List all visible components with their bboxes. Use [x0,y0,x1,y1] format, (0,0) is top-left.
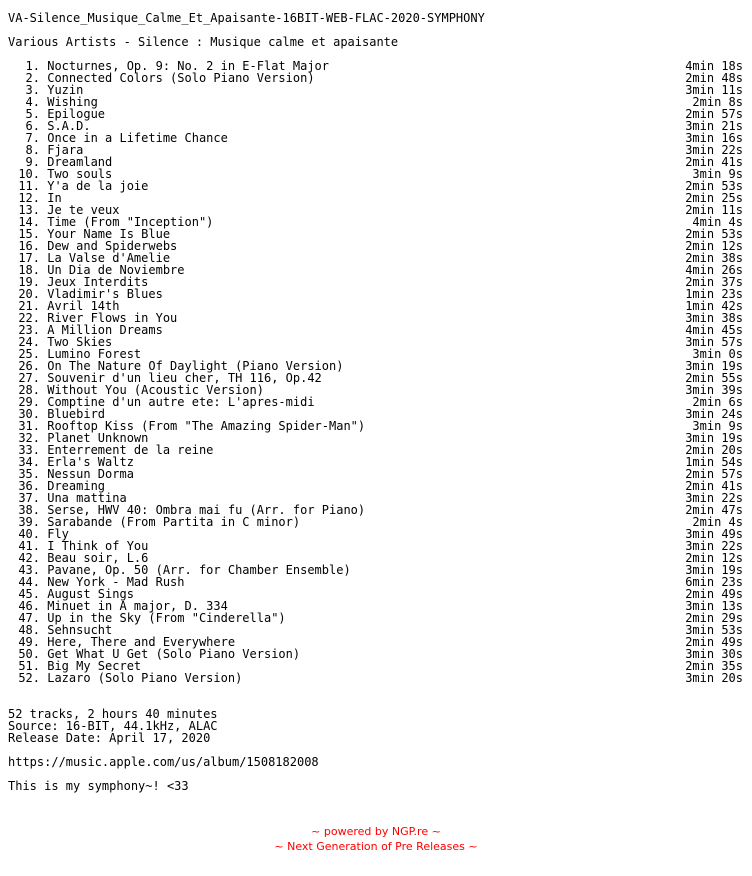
track-title: Epilogue [47,107,106,121]
track-duration: 3min 22s [685,539,743,553]
track-duration: 3min 9s [692,419,743,433]
track-title: Your Name Is Blue [47,227,171,241]
track-duration: 3min 0s [692,347,743,361]
track-title: Comptine d'un autre ete: L'apres-midi [47,395,315,409]
track-number: 6. [25,119,40,133]
track-duration: 3min 11s [685,83,743,97]
track-number: 26. [18,359,40,373]
track-title: Fjara [47,143,84,157]
track-title: Vladimir's Blues [47,287,163,301]
track-duration: 2min 29s [685,611,743,625]
track-title: Minuet in A major, D. 334 [47,599,228,613]
track-title: Yuzin [47,83,84,97]
summary-total: 52 tracks, 2 hours 40 minutes [8,707,218,721]
track-number: 48. [18,623,40,637]
track-number: 11. [18,179,40,193]
track-duration: 2min 57s [685,107,743,121]
track-number: 46. [18,599,40,613]
track-duration: 2min 49s [685,587,743,601]
track-title: Serse, HWV 40: Ombra mai fu (Arr. for Piano) [47,503,366,517]
track-title: Two souls [47,167,113,181]
track-title: Sarabande (From Partita in C minor) [47,515,301,529]
track-duration: 2min 8s [692,95,743,109]
track-number: 31. [18,419,40,433]
track-row [8,156,748,168]
track-duration: 2min 48s [685,71,743,85]
track-number: 40. [18,527,40,541]
track-title: Una mattina [47,491,127,505]
track-title: Y'a de la joie [47,179,149,193]
track-duration: 3min 21s [685,119,743,133]
track-row [8,132,748,144]
summary-source: Source: 16-BIT, 44.1kHz, ALAC [8,719,218,733]
footer-tagline: ~ Next Generation of Pre Releases ~ [274,840,478,853]
track-title: Avril 14th [47,299,120,313]
track-number: 30. [18,407,40,421]
track-title: Two Skies [47,335,113,349]
track-number: 52. [18,671,40,685]
footer [0,824,752,854]
track-duration: 3min 20s [685,671,743,685]
track-row [8,72,748,84]
track-title: La Valse d'Amelie [47,251,171,265]
track-duration: 2min 12s [685,551,743,565]
track-number: 32. [18,431,40,445]
track-title: August Sings [47,587,134,601]
track-number: 8. [25,143,40,157]
track-title: Beau soir, L.6 [47,551,149,565]
track-number: 39. [18,515,40,529]
track-title: Big My Secret [47,659,142,673]
track-duration: 3min 19s [685,431,743,445]
track-duration: 3min 19s [685,563,743,577]
track-title: Jeux Interdits [47,275,149,289]
track-duration: 3min 13s [685,599,743,613]
summary-release-date: Release Date: April 17, 2020 [8,731,211,745]
note-line: This is my symphony~! <33 [8,779,189,793]
track-row [8,468,748,480]
track-duration: 1min 42s [685,299,743,313]
track-duration: 2min 41s [685,155,743,169]
track-title: Dreamland [47,155,113,169]
track-number: 36. [18,479,40,493]
track-number: 20. [18,287,40,301]
tracklist [8,60,748,684]
track-duration: 3min 30s [685,647,743,661]
track-number: 34. [18,455,40,469]
track-number: 44. [18,575,40,589]
track-title: Nocturnes, Op. 9: No. 2 in E-Flat Major [47,59,329,73]
track-duration: 2min 53s [685,179,743,193]
track-number: 29. [18,395,40,409]
track-duration: 3min 9s [692,167,743,181]
track-row [8,144,748,156]
track-title: Bluebird [47,407,106,421]
track-row [8,108,748,120]
track-duration: 2min 4s [692,515,743,529]
track-number: 43. [18,563,40,577]
track-number: 3. [25,83,40,97]
track-title: Rooftop Kiss (From "The Amazing Spider-Man") [47,419,366,433]
track-number: 15. [18,227,40,241]
track-title: Time (From "Inception") [47,215,214,229]
track-title: A Million Dreams [47,323,163,337]
track-title: Un Dia de Noviembre [47,263,185,277]
track-number: 16. [18,239,40,253]
track-title: Without You (Acoustic Version) [47,383,264,397]
track-row [8,672,748,684]
track-number: 1. [25,59,40,73]
track-number: 45. [18,587,40,601]
track-title: Get What U Get (Solo Piano Version) [47,647,301,661]
track-duration: 3min 53s [685,623,743,637]
track-number: 13. [18,203,40,217]
track-duration: 2min 20s [685,443,743,457]
track-row [8,396,748,408]
track-number: 22. [18,311,40,325]
track-row [8,192,748,204]
track-duration: 2min 6s [692,395,743,409]
track-title: S.A.D. [47,119,91,133]
track-title: Sehnsucht [47,623,113,637]
track-duration: 2min 47s [685,503,743,517]
track-duration: 3min 38s [685,311,743,325]
track-duration: 2min 57s [685,467,743,481]
track-duration: 6min 23s [685,575,743,589]
track-title: River Flows in You [47,311,178,325]
track-row [8,516,748,528]
track-title: On The Nature Of Daylight (Piano Version) [47,359,344,373]
track-duration: 2min 11s [685,203,743,217]
track-number: 7. [25,131,40,145]
track-title: Lazaro (Solo Piano Version) [47,671,243,685]
track-title: Up in the Sky (From "Cinderella") [47,611,286,625]
track-number: 21. [18,299,40,313]
track-duration: 3min 22s [685,491,743,505]
footer-powered: ~ powered by NGP.re ~ [311,825,441,838]
track-row [8,288,748,300]
track-number: 35. [18,467,40,481]
track-number: 49. [18,635,40,649]
track-title: Souvenir d'un lieu cher, TH 116, Op.42 [47,371,322,385]
track-duration: 4min 26s [685,263,743,277]
track-title: In [47,191,62,205]
track-title: Enterrement de la reine [47,443,214,457]
track-duration: 2min 41s [685,479,743,493]
track-duration: 1min 23s [685,287,743,301]
track-duration: 3min 22s [685,143,743,157]
track-title: Erla's Waltz [47,455,134,469]
track-title: I Think of You [47,539,149,553]
nfo-document [8,12,748,792]
track-title: Connected Colors (Solo Piano Version) [47,71,315,85]
track-duration: 3min 16s [685,131,743,145]
track-title: Dew and Spiderwebs [47,239,178,253]
track-title: Wishing [47,95,98,109]
track-title: Here, There and Everywhere [47,635,236,649]
track-title: Je te veux [47,203,120,217]
track-title: New York - Mad Rush [47,575,185,589]
track-title: Planet Unknown [47,431,149,445]
track-number: 23. [18,323,40,337]
track-duration: 3min 19s [685,359,743,373]
track-number: 28. [18,383,40,397]
track-duration: 2min 25s [685,191,743,205]
track-number: 27. [18,371,40,385]
track-number: 51. [18,659,40,673]
track-duration: 2min 38s [685,251,743,265]
track-duration: 3min 24s [685,407,743,421]
track-number: 33. [18,443,40,457]
track-duration: 2min 37s [685,275,743,289]
track-number: 17. [18,251,40,265]
track-number: 38. [18,503,40,517]
track-title: Lumino Forest [47,347,142,361]
track-duration: 1min 54s [685,455,743,469]
track-duration: 2min 53s [685,227,743,241]
track-row [8,612,748,624]
track-title: Once in a Lifetime Chance [47,131,228,145]
track-number: 18. [18,263,40,277]
track-number: 42. [18,551,40,565]
track-duration: 3min 57s [685,335,743,349]
track-duration: 4min 18s [685,59,743,73]
track-number: 37. [18,491,40,505]
release-name: VA-Silence_Musique_Calme_Et_Apaisante-16BIT-WEB-FLAC-2020-SYMPHONY [8,11,485,25]
track-row [8,96,748,108]
track-duration: 4min 45s [685,323,743,337]
track-number: 14. [18,215,40,229]
track-number: 12. [18,191,40,205]
track-number: 5. [25,107,40,121]
track-title: Pavane, Op. 50 (Arr. for Chamber Ensemble) [47,563,351,577]
track-duration: 3min 49s [685,527,743,541]
track-number: 10. [18,167,40,181]
album-line: Various Artists - Silence : Musique calme et apaisante [8,35,399,49]
album-link: https://music.apple.com/us/album/1508182008 [8,755,319,769]
track-number: 4. [25,95,40,109]
track-duration: 3min 39s [685,383,743,397]
track-row [8,324,748,336]
track-row [8,180,748,192]
track-number: 47. [18,611,40,625]
track-title: Fly [47,527,69,541]
track-number: 50. [18,647,40,661]
track-duration: 2min 12s [685,239,743,253]
track-duration: 4min 4s [692,215,743,229]
track-duration: 2min 49s [685,635,743,649]
track-number: 24. [18,335,40,349]
track-number: 9. [25,155,40,169]
track-number: 41. [18,539,40,553]
track-duration: 2min 55s [685,371,743,385]
track-number: 19. [18,275,40,289]
track-title: Dreaming [47,479,106,493]
track-duration: 2min 35s [685,659,743,673]
track-title: Nessun Dorma [47,467,134,481]
track-number: 25. [18,347,40,361]
track-row [8,84,748,96]
track-number: 2. [25,71,40,85]
